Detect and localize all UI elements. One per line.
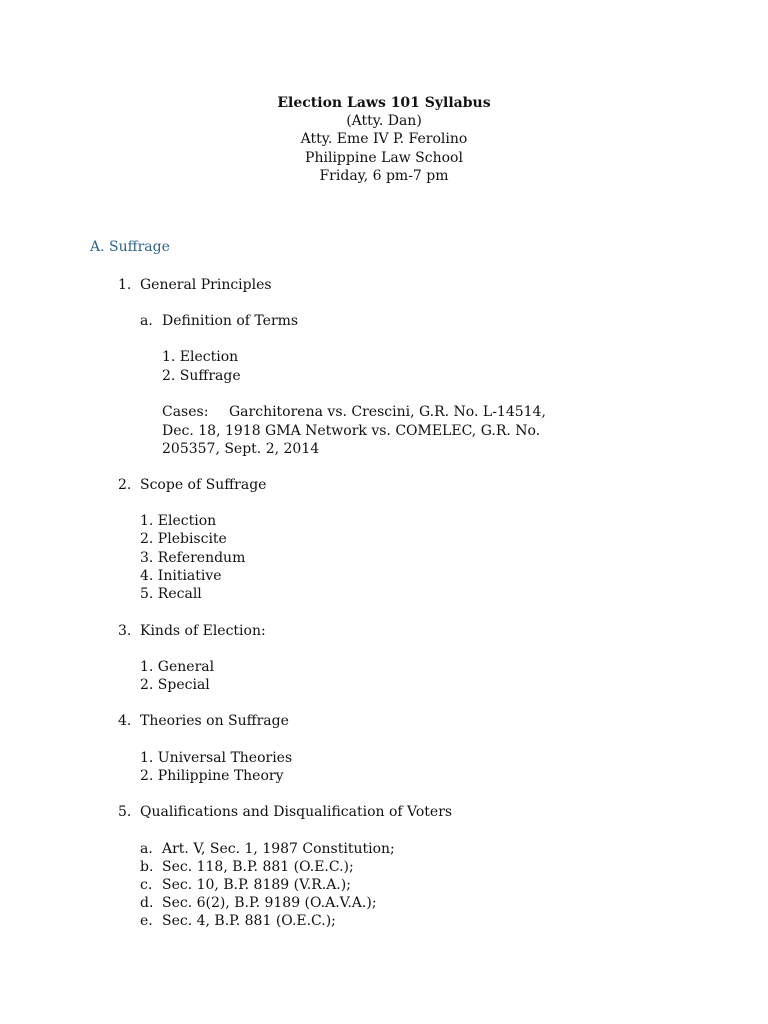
topic-title: Qualifications and Disqualification of Voters — [140, 804, 453, 820]
school-name: Philippine Law School — [305, 149, 463, 166]
reference-marker: c. — [140, 877, 153, 893]
list-item: 5. Recall — [140, 586, 202, 602]
topic-marker: 4. — [118, 713, 132, 729]
document-title: Election Laws 101 Syllabus — [277, 95, 491, 111]
document-header — [0, 94, 768, 185]
reference-item — [140, 840, 395, 858]
list-item: 2. Special — [140, 677, 210, 693]
reference-item — [140, 858, 354, 876]
reference-item — [140, 912, 336, 930]
case-citation: Garchitorena vs. Crescini, G.R. No. L-14514, — [229, 404, 546, 420]
reference-marker: e. — [140, 913, 153, 929]
reference-text: Sec. 4, B.P. 881 (O.E.C.); — [162, 913, 336, 929]
reference-marker: d. — [140, 895, 154, 911]
subtopic-heading — [140, 312, 298, 330]
reference-item — [140, 876, 351, 894]
section-heading-suffrage: A. Suffrage — [90, 239, 170, 255]
topic-heading — [118, 476, 266, 494]
topic-title: General Principles — [140, 277, 272, 293]
case-citation: 205357, Sept. 2, 2014 — [162, 441, 320, 457]
topic-title: Scope of Suffrage — [140, 477, 267, 493]
topic-marker: 2. — [118, 477, 132, 493]
reference-item — [140, 894, 377, 912]
list-item: 1. Universal Theories — [140, 750, 293, 766]
cases-line — [162, 403, 546, 421]
reference-marker: a. — [140, 841, 153, 857]
reference-text: Sec. 118, B.P. 881 (O.E.C.); — [162, 859, 354, 875]
instructor-short: (Atty. Dan) — [346, 113, 422, 130]
list-item: 4. Initiative — [140, 568, 222, 584]
topic-title: Theories on Suffrage — [140, 713, 289, 729]
topic-heading — [118, 803, 452, 821]
list-item: 1. General — [140, 659, 215, 675]
topic-heading — [118, 276, 272, 294]
topic-heading — [118, 622, 266, 640]
list-item: 2. Philippine Theory — [140, 768, 284, 784]
subtopic-marker: a. — [140, 313, 153, 329]
reference-text: Art. V, Sec. 1, 1987 Constitution; — [162, 841, 395, 857]
reference-text: Sec. 6(2), B.P. 9189 (O.A.V.A.); — [162, 895, 377, 911]
reference-marker: b. — [140, 859, 154, 875]
topic-marker: 3. — [118, 623, 132, 639]
subtopic-title: Definition of Terms — [162, 313, 299, 329]
cases-label: Cases: — [162, 404, 209, 420]
list-item: 2. Suffrage — [162, 368, 241, 384]
topic-marker: 5. — [118, 804, 132, 820]
reference-text: Sec. 10, B.P. 8189 (V.R.A.); — [162, 877, 351, 893]
topic-marker: 1. — [118, 277, 132, 293]
topic-heading — [118, 712, 289, 730]
list-item: 1. Election — [162, 349, 239, 365]
list-item: 2. Plebiscite — [140, 531, 227, 547]
instructor-name: Atty. Eme IV P. Ferolino — [300, 131, 468, 148]
class-schedule: Friday, 6 pm-7 pm — [319, 167, 449, 184]
list-item: 3. Referendum — [140, 550, 246, 566]
topic-title: Kinds of Election: — [140, 623, 266, 639]
case-citation: Dec. 18, 1918 GMA Network vs. COMELEC, G.R. No. — [162, 423, 541, 439]
list-item: 1. Election — [140, 513, 217, 529]
